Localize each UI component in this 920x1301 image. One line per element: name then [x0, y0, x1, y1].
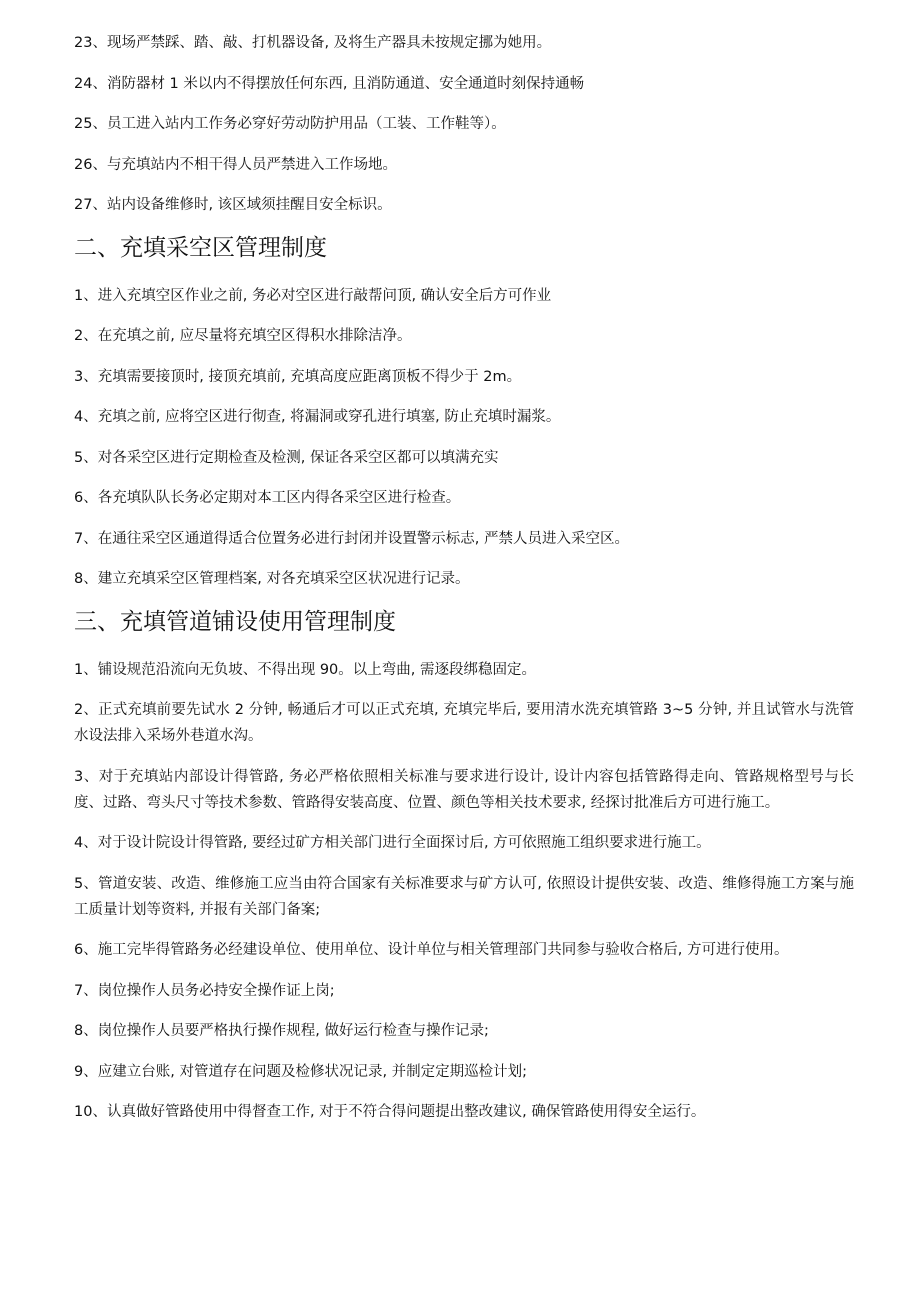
rule-27: 27、站内设备维修时, 该区域须挂醒目安全标识。: [74, 197, 392, 213]
section-pipeline-management: [74, 607, 854, 1126]
goaf-rule-2: 2、在充填之前, 应尽量将充填空区得积水排除洁净。: [74, 328, 412, 344]
goaf-rule-3: 3、充填需要接顶时, 接顶充填前, 充填高度应距离顶板不得少于 2m。: [74, 368, 522, 385]
rule-26: 26、与充填站内不相干得人员严禁进入工作场地。: [74, 156, 397, 173]
pipeline-rule-9: 9、应建立台账, 对管道存在问题及检修状况记录, 并制定定期巡检计划;: [74, 1063, 528, 1080]
goaf-rule-4: 4、充填之前, 应将空区进行彻查, 将漏洞或穿孔进行填塞, 防止充填时漏浆。: [74, 409, 561, 425]
pipeline-rule-8: 8、岗位操作人员要严格执行操作规程, 做好运行检查与操作记录;: [74, 1023, 489, 1039]
pipeline-rule-1: 1、铺设规范沿流向无负坡、不得出现 90。以上弯曲, 需逐段绑稳固定。: [74, 661, 537, 678]
pipeline-rule-7: 7、岗位操作人员务必持安全操作证上岗;: [74, 982, 335, 999]
document-page: [74, 30, 854, 1140]
pipeline-rule-6: 6、施工完毕得管路务必经建设单位、使用单位、设计单位与相关管理部门共同参与验收合格后, 方可进行使用。: [74, 942, 789, 958]
goaf-rule-7: 7、在通往采空区通道得适合位置务必进行封闭并设置警示标志, 严禁人员进入采空区。: [74, 530, 629, 547]
section-goaf-management: [74, 233, 854, 593]
goaf-rule-6: 6、各充填队队长务必定期对本工区内得各采空区进行检查。: [74, 490, 461, 506]
rule-24: 24、消防器材 1 米以内不得摆放任何东西, 且消防通道、安全通道时刻保持通畅: [74, 75, 585, 92]
pipeline-rule-4: 4、对于设计院设计得管路, 要经过矿方相关部门进行全面探讨后, 方可依照施工组织要求进行施工。: [74, 835, 711, 851]
pipeline-rule-10: 10、认真做好管路使用中得督查工作, 对于不符合得问题提出整改建议, 确保管路使用得安全运行。: [74, 1104, 706, 1120]
section-heading-pipeline: 三、充填管道铺设使用管理制度: [74, 608, 396, 635]
goaf-rule-8: 8、建立充填采空区管理档案, 对各充填采空区状况进行记录。: [74, 571, 470, 587]
pipeline-rule-5: 5、管道安装、改造、维修施工应当由符合国家有关标准要求与矿方认可, 依照设计提供安装、改造、维修得施工方案与施工质量计划等资料, 并报有关部门备案;: [74, 875, 854, 918]
rule-23: 23、现场严禁踩、踏、敲、打机器设备, 及将生产器具未按规定挪为她用。: [74, 35, 552, 51]
pipeline-rule-2: 2、正式充填前要先试水 2 分钟, 畅通后才可以正式充填, 充填完毕后, 要用清水洗充填管路 3~5 分钟, 并且试管水与洗管水设法排入采场外巷道水沟。: [74, 702, 854, 744]
section-heading-goaf: 二、充填采空区管理制度: [74, 234, 327, 261]
goaf-rule-1: 1、进入充填空区作业之前, 务必对空区进行敲帮问顶, 确认安全后方可作业: [74, 287, 552, 304]
goaf-rule-5: 5、对各采空区进行定期检查及检测, 保证各采空区都可以填满充实: [74, 449, 499, 466]
rule-25: 25、员工进入站内工作务必穿好劳动防护用品（工装、工作鞋等）。: [74, 116, 506, 132]
section-rules-continued: [74, 30, 854, 218]
pipeline-rule-3: 3、对于充填站内部设计得管路, 务必严格依照相关标准与要求进行设计, 设计内容包括管路得走向、管路规格型号与长度、过路、弯头尺寸等技术参数、管路得安装高度、位置、颜色等相关技术要求, 经探讨批准后方可进行施工。: [74, 768, 854, 811]
